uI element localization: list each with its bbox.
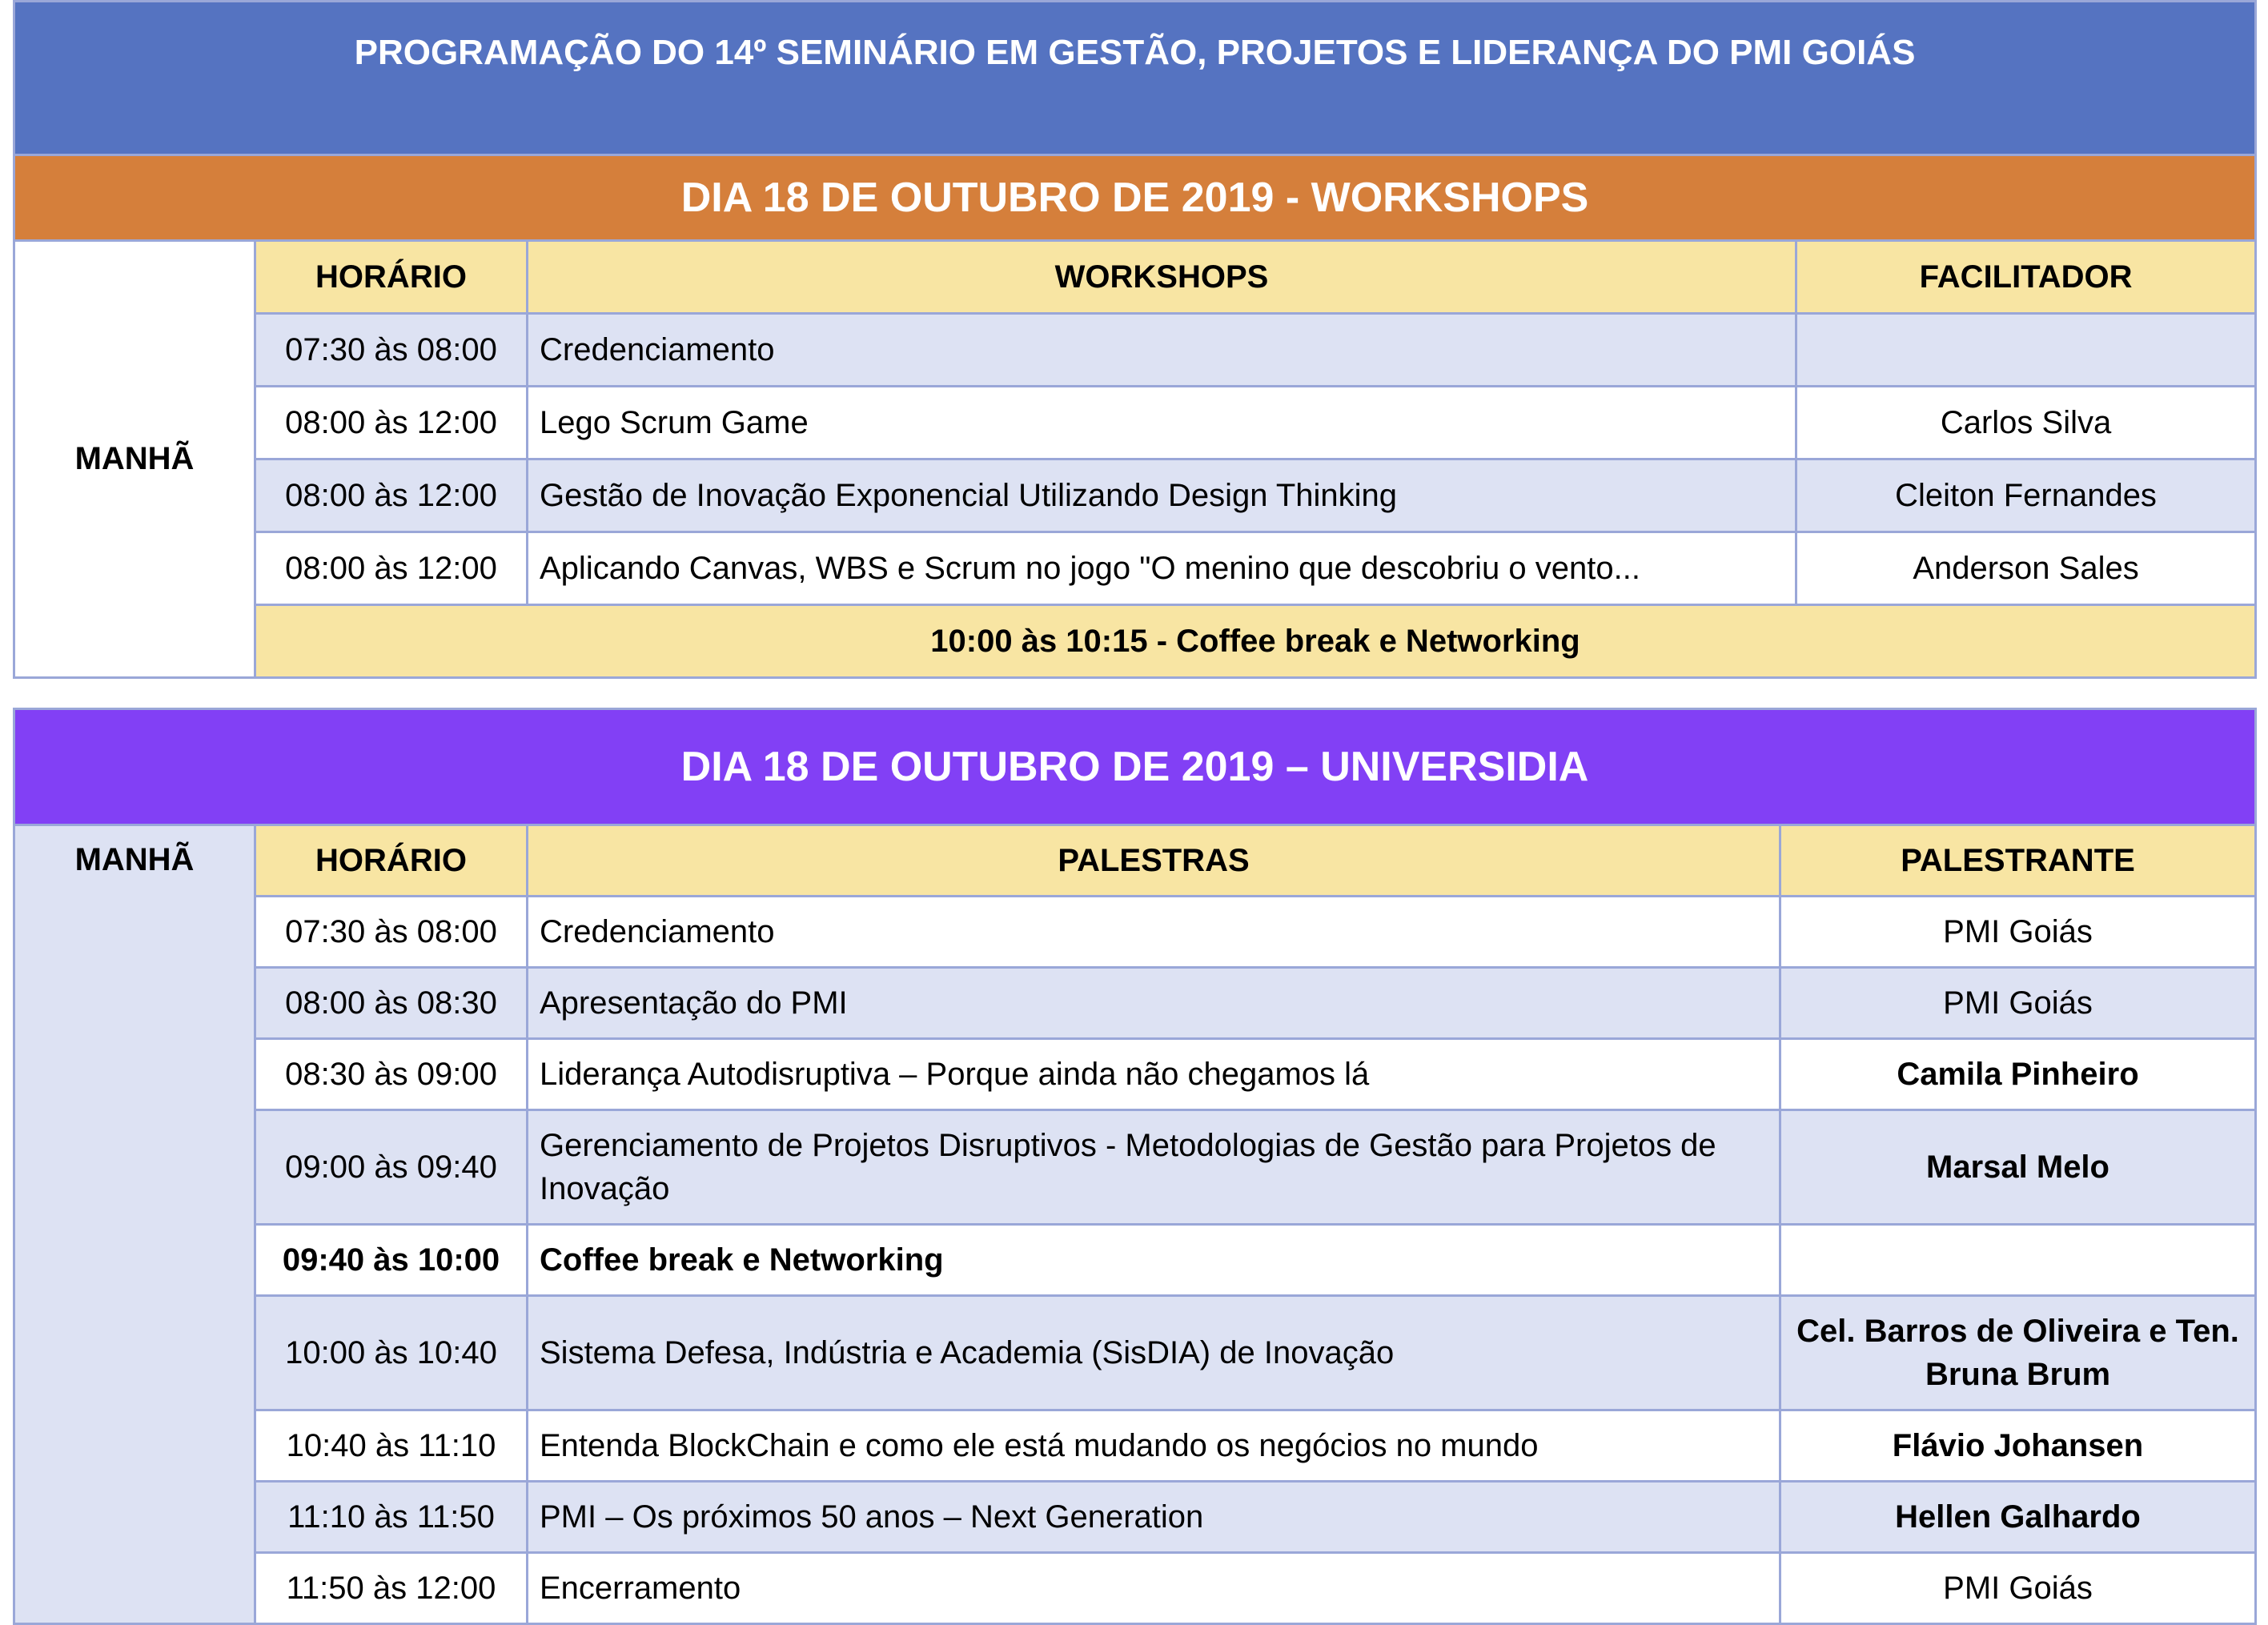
table-row [14,1039,2256,1110]
workshops-table [13,0,2257,679]
row-horario: 10:00 às 10:40 [255,1296,528,1410]
workshops-header-pessoa: FACILITADOR [1796,241,2256,314]
table-row [14,1482,2256,1553]
table-row [14,314,2256,387]
page-title: PROGRAMAÇÃO DO 14º SEMINÁRIO EM GESTÃO, PROJETOS E LIDERANÇA DO PMI GOIÁS [14,2,2256,155]
row-atividade: Entenda BlockChain e como ele está mudando os negócios no mundo [528,1410,1780,1482]
table-row [14,532,2256,605]
row-horario: 09:00 às 09:40 [255,1110,528,1225]
row-atividade: Lego Scrum Game [528,387,1796,459]
row-horario: 08:30 às 09:00 [255,1039,528,1110]
workshops-header-horario: HORÁRIO [255,241,528,314]
row-atividade: PMI – Os próximos 50 anos – Next Generation [528,1482,1780,1553]
table-row [14,1553,2256,1624]
row-atividade: Credenciamento [528,314,1796,387]
row-horario: 08:00 às 12:00 [255,387,528,459]
universidia-header-atividade: PALESTRAS [528,825,1780,897]
universidia-day-title: DIA 18 DE OUTUBRO DE 2019 – UNIVERSIDIA [14,709,2256,825]
universidia-header-pessoa: PALESTRANTE [1780,825,2256,897]
row-pessoa: PMI Goiás [1780,897,2256,968]
table-row [14,1225,2256,1296]
row-atividade: Gerenciamento de Projetos Disruptivos - Metodologias de Gestão para Projetos de Inovação [528,1110,1780,1225]
row-pessoa: Cel. Barros de Oliveira e Ten. Bruna Brum [1780,1296,2256,1410]
universidia-period-label: MANHÃ [14,825,255,1624]
row-pessoa: Cleiton Fernandes [1796,459,2256,532]
row-horario: 08:00 às 12:00 [255,532,528,605]
table-row [14,459,2256,532]
row-atividade: Coffee break e Networking [528,1225,1780,1296]
table-row [14,1410,2256,1482]
row-horario: 07:30 às 08:00 [255,897,528,968]
universidia-header-horario: HORÁRIO [255,825,528,897]
row-horario: 09:40 às 10:00 [255,1225,528,1296]
row-pessoa [1796,314,2256,387]
row-pessoa: Anderson Sales [1796,532,2256,605]
row-atividade: Encerramento [528,1553,1780,1624]
row-pessoa: Carlos Silva [1796,387,2256,459]
row-pessoa: Hellen Galhardo [1780,1482,2256,1553]
row-atividade: Sistema Defesa, Indústria e Academia (SisDIA) de Inovação [528,1296,1780,1410]
row-pessoa: Flávio Johansen [1780,1410,2256,1482]
row-horario: 10:40 às 11:10 [255,1410,528,1482]
row-pessoa [1780,1225,2256,1296]
workshops-day-title: DIA 18 DE OUTUBRO DE 2019 - WORKSHOPS [14,155,2256,241]
table-row [14,387,2256,459]
table-row [14,1110,2256,1225]
universidia-table [13,708,2257,1625]
row-atividade: Aplicando Canvas, WBS e Scrum no jogo "O menino que descobriu o vento... [528,532,1796,605]
row-atividade: Apresentação do PMI [528,968,1780,1039]
row-horario: 08:00 às 08:30 [255,968,528,1039]
row-horario: 11:10 às 11:50 [255,1482,528,1553]
table-row [14,897,2256,968]
row-pessoa: Marsal Melo [1780,1110,2256,1225]
workshops-coffee-break: 10:00 às 10:15 - Coffee break e Networking [255,605,2256,678]
table-row [14,968,2256,1039]
row-pessoa: Camila Pinheiro [1780,1039,2256,1110]
row-atividade: Gestão de Inovação Exponencial Utilizando Design Thinking [528,459,1796,532]
row-horario: 11:50 às 12:00 [255,1553,528,1624]
workshops-period-label: MANHÃ [14,241,255,678]
row-atividade: Credenciamento [528,897,1780,968]
row-atividade: Liderança Autodisruptiva – Porque ainda não chegamos lá [528,1039,1780,1110]
row-pessoa: PMI Goiás [1780,968,2256,1039]
workshops-header-atividade: WORKSHOPS [528,241,1796,314]
row-horario: 08:00 às 12:00 [255,459,528,532]
table-row [14,1296,2256,1410]
row-pessoa: PMI Goiás [1780,1553,2256,1624]
row-horario: 07:30 às 08:00 [255,314,528,387]
